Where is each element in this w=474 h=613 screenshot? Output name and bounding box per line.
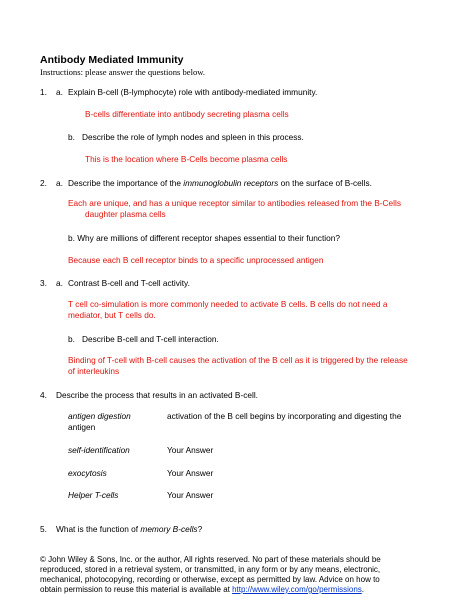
question-2b: b. Why are millions of different receptor shapes essential to their function?	[68, 233, 340, 243]
page-title: Antibody Mediated Immunity	[40, 54, 184, 66]
question-3b	[68, 334, 219, 345]
question-3a	[40, 278, 190, 289]
answer-1a: B-cells differentiate into antibody secreting plasma cells	[85, 109, 289, 119]
question-text-emphasis: memory B-cells	[140, 524, 198, 534]
question-text: Describe the process that results in an activated B-cell.	[56, 390, 258, 400]
q4-answer-helper-t-cells: Your Answer	[167, 490, 214, 500]
q4-answer-self-identification: Your Answer	[167, 445, 214, 455]
question-number: 5.	[40, 524, 47, 534]
question-4	[40, 390, 258, 401]
instructions: Instructions: please answer the questions below.	[40, 67, 206, 77]
question-text-emphasis: immunoglobulin receptors	[183, 178, 279, 188]
question-text: Explain B-cell (B-lymphocyte) role with antibody-mediated immunity.	[68, 87, 318, 97]
copyright-line-4	[40, 585, 364, 595]
question-text: Contrast B-cell and T-cell activity.	[68, 278, 190, 288]
sub-label: a.	[56, 178, 63, 188]
question-5	[40, 524, 202, 535]
question-number: 4.	[40, 390, 47, 400]
q4-answer-exocytosis: Your Answer	[167, 468, 214, 478]
q4-term-antigen-digestion: antigen digestion	[68, 411, 131, 421]
copyright-line-4-end: .	[361, 585, 364, 594]
answer-3b-line2: of interleukins	[68, 366, 120, 376]
question-number: 2.	[40, 178, 47, 188]
permissions-link[interactable]: http://www.wiley.com/go/permissions	[232, 585, 362, 594]
copyright-line-3: mechanical, photocopying, recording or otherwise, except as permitted by law. Advice on how to	[40, 575, 380, 584]
copyright-line-2: reproduced, stored in a retrieval system, or transmitted, in any form or by any means, electronic,	[40, 565, 381, 574]
answer-3a-line1: T cell co-simulation is more commonly needed to activate B cells. B cells do not need a	[68, 299, 388, 309]
sub-label: a.	[56, 87, 63, 97]
question-text-pre: What is the function of	[56, 524, 141, 534]
copyright-line-4-text: obtain permission to reuse this material is available at	[40, 585, 233, 594]
q4-answer-antigen-digestion: activation of the B cell begins by incorporating and digesting the	[167, 411, 402, 421]
answer-3a-line2: mediator, but T cells do.	[68, 310, 156, 320]
question-1a	[40, 87, 317, 98]
sub-label: b.	[68, 132, 75, 142]
question-number: 1.	[40, 87, 47, 97]
q4-term-self-identification: self-identification	[68, 445, 130, 455]
q4-answer-antigen-digestion-cont: antigen	[68, 422, 96, 432]
question-number: 3.	[40, 278, 47, 288]
answer-1b: This is the location where B-Cells become plasma cells	[85, 154, 288, 164]
sub-label: b.	[68, 334, 75, 344]
question-text-post: ?	[197, 524, 203, 534]
q4-term-exocytosis: exocytosis	[68, 468, 107, 478]
sub-label: a.	[56, 278, 63, 288]
answer-3b-line1: Binding of T-cell with B-cell causes the activation of the B cell as it is triggered by the release	[68, 355, 408, 365]
question-text-post: on the surface of B-cells.	[278, 178, 372, 188]
question-text-pre: Describe the importance of the	[68, 178, 184, 188]
copyright-line-1: © John Wiley & Sons, Inc. or the author, All rights reserved. No part of these materials should be	[40, 555, 381, 564]
question-2a	[40, 178, 372, 189]
question-text: Describe B-cell and T-cell interaction.	[82, 334, 219, 344]
question-text: Describe the role of lymph nodes and spleen in this process.	[82, 132, 304, 142]
answer-2b: Because each B cell receptor binds to a specific unprocessed antigen	[68, 255, 324, 265]
answer-2a-line1: Each are unique, and has a unique receptor similar to antibodies released from the B-Cells	[68, 198, 401, 208]
answer-2a-line2: daughter plasma cells	[85, 209, 166, 219]
question-1b	[68, 132, 304, 143]
q4-term-helper-t-cells: Helper T-cells	[68, 490, 119, 500]
